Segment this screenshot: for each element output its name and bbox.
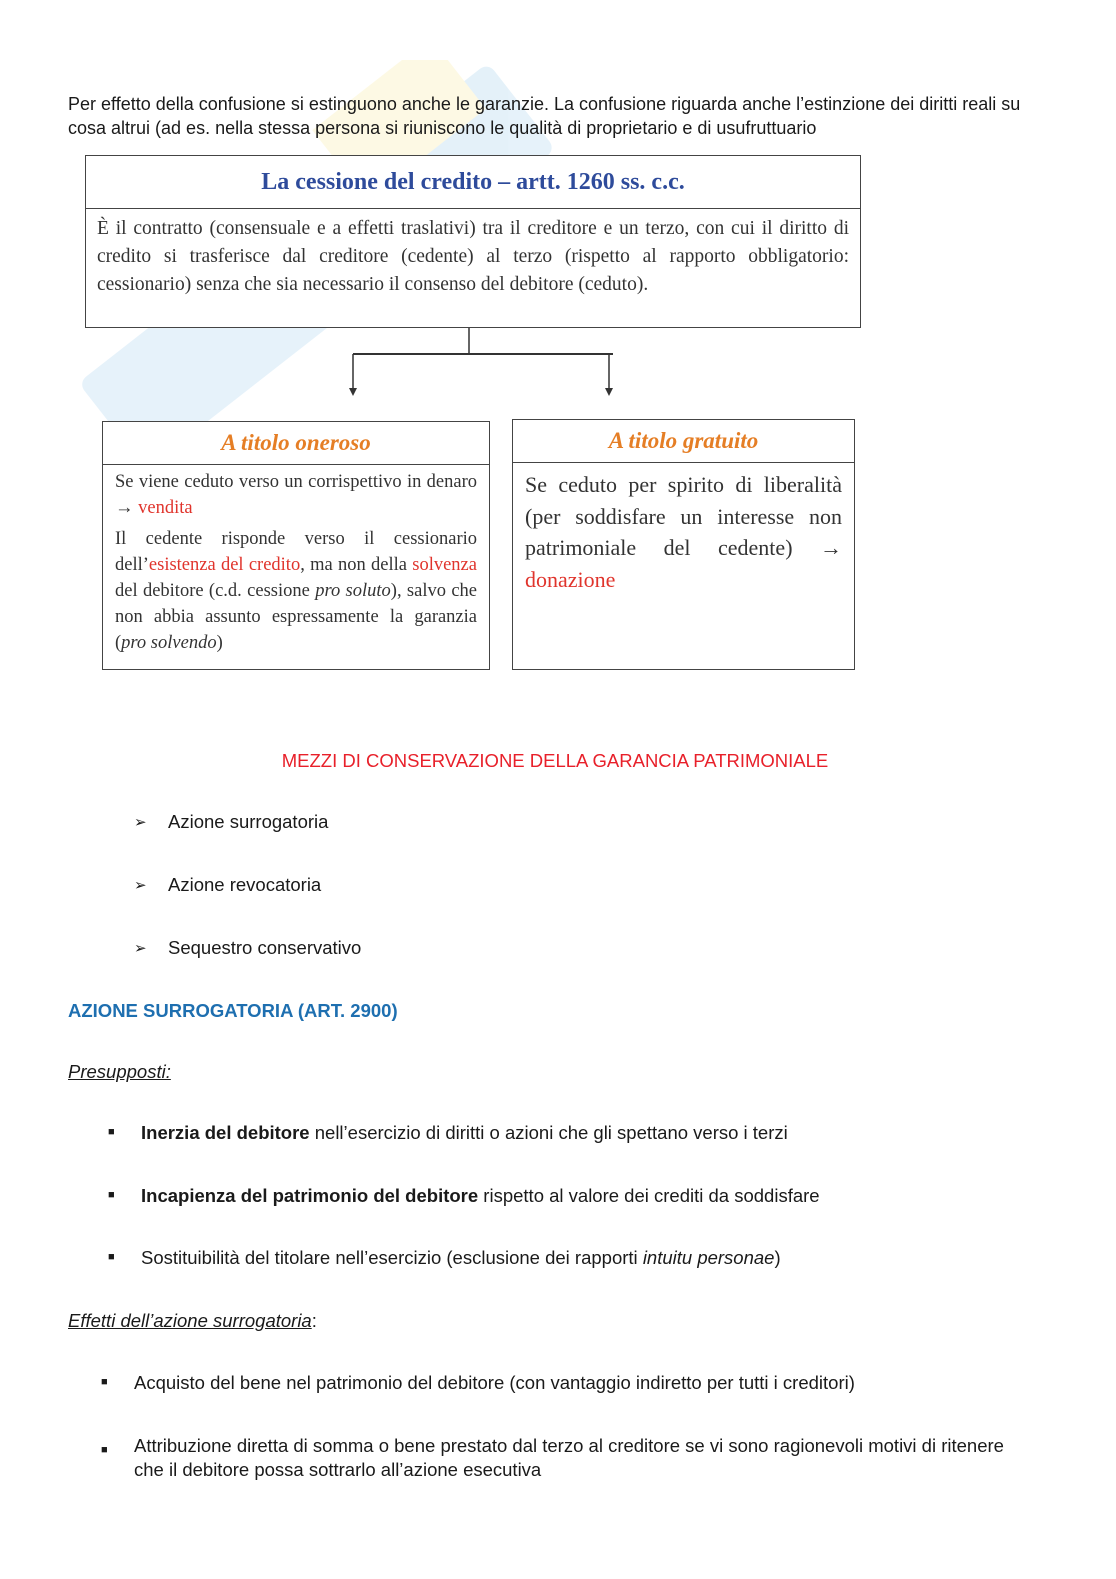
square-bullet-icon: ■ [101, 1444, 108, 1456]
intro-paragraph: Per effetto della confusione si estinguono anche le garanzie. La confusione riguarda anche l’estinzione dei diritti reali su cosa altrui (ad es. nella stessa persona si riuniscono le qualità di proprietario e di usufruttuario [68, 94, 1021, 138]
titolo-oneroso-title: A titolo oneroso [103, 422, 489, 465]
arrow-left-icon [349, 388, 357, 396]
list-item: ■ Attribuzione diretta di somma o bene prestato dal terzo al creditore se vi sono ragionevoli motivi di ritenere che il debitore possa sottrarlo all’azione esecutiva [101, 1435, 1004, 1480]
surrogatoria-heading: AZIONE SURROGATORIA (ART. 2900) [68, 1000, 398, 1021]
titolo-gratuito-title: A titolo gratuito [513, 420, 854, 463]
cessione-credito-definition: È il contratto (consensuale e a effetti traslativi) tra il creditore e un terzo, con cui il diritto di credito si trasferisce dal creditore (cedente) al terzo (rispetto al rapporto obbligatorio: cessionario) senza che sia necessario il consenso del debitore (ceduto). [97, 218, 849, 295]
square-bullet-icon: ■ [108, 1126, 115, 1138]
square-bullet-icon: ■ [108, 1251, 115, 1263]
cessione-credito-title: La cessione del credito – artt. 1260 ss. c.c. [86, 156, 860, 209]
list-item: ➢ Azione surrogatoria [134, 811, 329, 832]
arrowhead-bullet-icon: ➢ [134, 940, 147, 957]
list-item: ■ Sostituibilità del titolare nell’esercizio (esclusione dei rapporti intuitu personae) [108, 1247, 781, 1268]
list-item: ➢ Azione revocatoria [134, 874, 322, 895]
titolo-gratuito-box [512, 419, 855, 670]
cessione-credito-box [85, 155, 861, 328]
presupposti-label: Presupposti: [68, 1061, 171, 1082]
square-bullet-icon: ■ [101, 1376, 108, 1388]
list-item: ■ Incapienza del patrimonio del debitore rispetto al valore dei crediti da soddisfare [108, 1185, 820, 1206]
square-bullet-icon: ■ [108, 1189, 115, 1201]
arrow-right-icon [605, 388, 613, 396]
titolo-oneroso-body: Se viene ceduto verso un corrispettivo in denaro → vendita Il cedente risponde verso il cessionario dell’esistenza del credito, ma non della solvenza del debitore (c.d. cessione pro soluto), salvo che non abbia assunto espressamente la garanzia (pro solvendo) [115, 472, 478, 653]
mezzi-title: MEZZI DI CONSERVAZIONE DELLA GARANCIA PATRIMONIALE [281, 750, 829, 771]
list-item: ➢ Sequestro conservativo [134, 937, 362, 958]
list-item: ■ Acquisto del bene nel patrimonio del debitore (con vantaggio indiretto per tutti i creditori) [101, 1372, 855, 1393]
titolo-gratuito-body: Se ceduto per spirito di liberalità (per soddisfare un interesse non patrimoniale del cedente) → donazione [525, 472, 842, 592]
arrowhead-bullet-icon: ➢ [134, 877, 147, 894]
arrowhead-bullet-icon: ➢ [134, 814, 147, 831]
effetti-label: Effetti dell’azione surrogatoria: [68, 1310, 317, 1331]
diagram-connector [340, 328, 630, 398]
titolo-oneroso-box [102, 421, 490, 670]
list-item: ■ Inerzia del debitore nell’esercizio di diritti o azioni che gli spettano verso i terzi [108, 1122, 788, 1143]
